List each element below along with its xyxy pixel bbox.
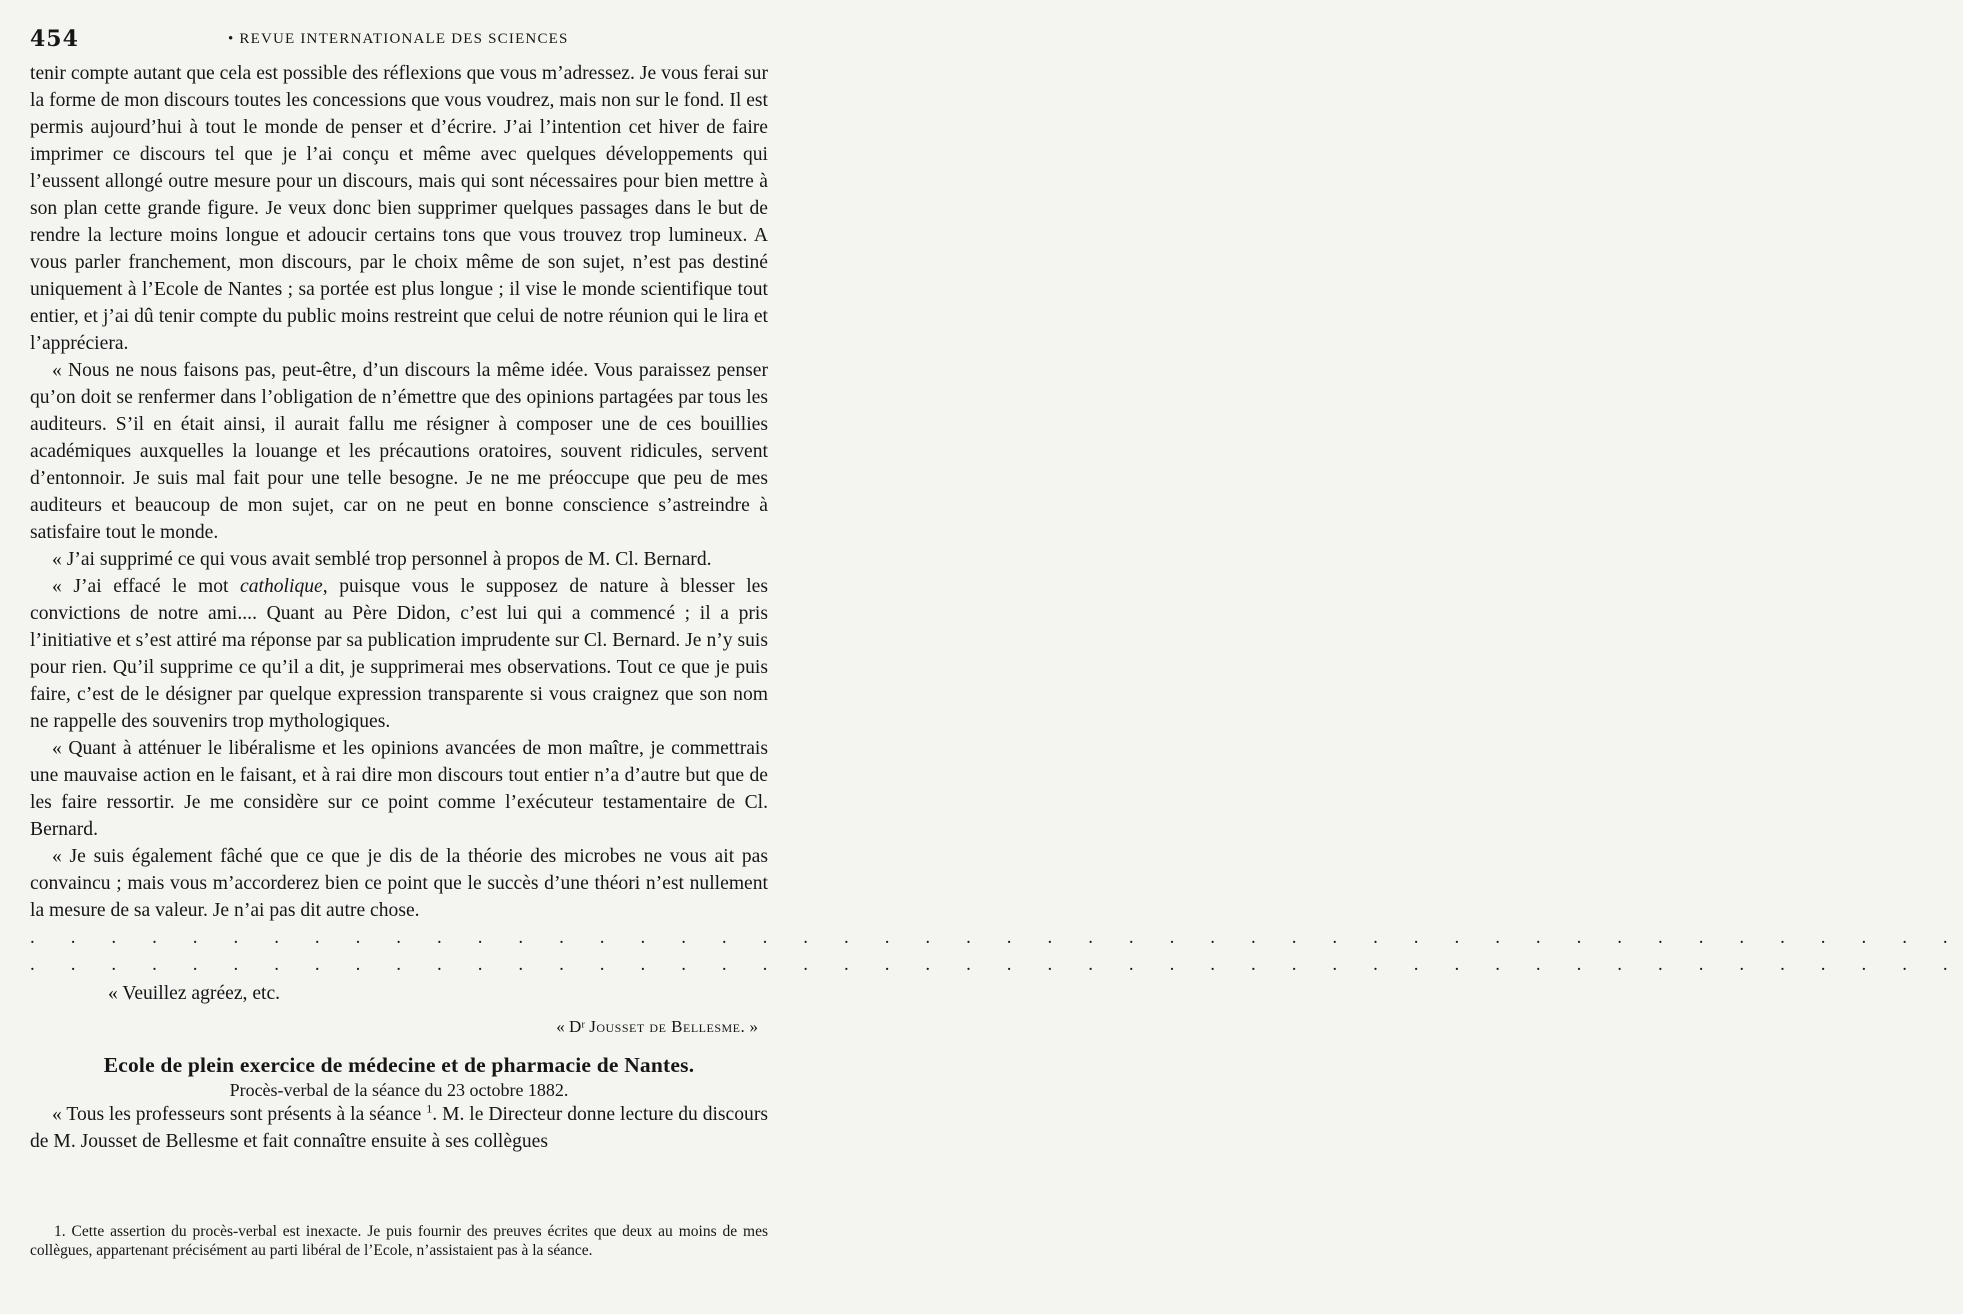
paragraph: « J’ai supprimé ce qui vous avait semblé trop personnel à propos de M. Cl. Bernard. bbox=[52, 549, 712, 570]
paragraph: « Je suis également fâché que ce que je dis de la théorie des microbes ne vous ait pas convaincu ; mais vous m’accorderez bien ce point que le succès d’une théori n’est nullement la mesure de sa valeur. Je n’ai pas dit autre chose. bbox=[30, 846, 768, 921]
text-run: « J’ai effacé le mot bbox=[52, 576, 241, 597]
ellipsis-row: . . . . . . . . . . . . . . . . . . . . . . . . . . . . . . . . . . . . . . . . . . . . . . . . bbox=[30, 954, 1963, 975]
letter-closing: « Veuillez agréez, etc. bbox=[108, 983, 281, 1004]
footnote-number: 1. bbox=[54, 1223, 66, 1240]
signature-suffix: » bbox=[745, 1017, 758, 1036]
text-run: . M. le Directeur donne lecture du discours de M. Jousset de Bellesme et fait connaître ensuite à ses collègues bbox=[30, 1104, 768, 1152]
text-run: « Tous les professeurs sont présents à la séance bbox=[52, 1104, 427, 1125]
ellipsis-row: . . . . . . . . . . . . . . . . . . . . . . . . . . . . . . . . . . . . . . . . . . . . . . . . bbox=[30, 927, 1963, 948]
body-text bbox=[30, 60, 1963, 1155]
paragraph-catholique bbox=[30, 573, 768, 735]
running-head: • REVUE INTERNATIONALE DES SCIENCES bbox=[228, 31, 569, 47]
signature-prefix: « Dʳ bbox=[556, 1017, 590, 1036]
section-title: Ecole de plein exercice de médecine et de pharmacie de Nantes. bbox=[103, 1053, 695, 1077]
page-number: 454 bbox=[30, 26, 79, 52]
signature bbox=[30, 1013, 768, 1040]
footnote bbox=[30, 1222, 768, 1260]
section-subtitle: Procès-verbal de la séance du 23 octobre 1882. bbox=[229, 1080, 569, 1100]
page-header bbox=[30, 26, 775, 54]
footnote-text: Cette assertion du procès-verbal est inexacte. Je puis fournir des preuves écrites que deux au moins de mes collègues, appartenant précisément au parti libéral de l’Ecole, n’assistaient pas à la séance. bbox=[30, 1223, 768, 1259]
emphasis-word: catholique bbox=[240, 576, 323, 597]
paragraph: tenir compte autant que cela est possible des réflexions que vous m’adressez. Je vous ferai sur la forme de mon discours toutes les concessions que vous voudrez, mais non sur le fond. Il est permis aujourd’hui à tout le monde de penser et d’écrire. J’ai l’intention cet hiver de faire imprimer ce discours tel que je l’ai conçu et même avec quelques développements qui l’eussent allongé outre mesure pour un discours, mais qui sont nécessaires pour bien mettre à son plan cette grande figure. Je veux donc bien supprimer quelques passages dans le but de rendre la lecture moins longue et adoucir certains tons que vous trouvez trop lumineux. A vous parler franchement, mon discours, par le choix même de son sujet, n’est pas destiné uniquement à l’Ecole de Nantes ; sa portée est plus longue ; il vise le monde scientifique tout entier, et j’ai dû tenir compte du public moins restreint que celui de notre réunion qui le lira et l’appréciera. bbox=[30, 63, 768, 354]
signature-name: Jousset de Bellesme. bbox=[589, 1017, 746, 1036]
proces-verbal-paragraph bbox=[30, 1101, 768, 1155]
text-run: , puisque vous le supposez de nature à blesser les convictions de notre ami.... Quant au Père Didon, c’est lui qui a commencé ; il a pris l’initiative et s’est attiré ma réponse par sa publication imprudente sur Cl. Bernard. Je n’y suis pour rien. Qu’il supprime ce qu’il a dit, je supprimerai mes observations. Tout ce que je puis faire, c’est de le désigner par quelque expression transparente si vous craignez que son nom ne rappelle des souvenirs trop mythologiques. bbox=[30, 576, 769, 732]
paragraph: « Nous ne nous faisons pas, peut-être, d’un discours la même idée. Vous paraissez penser qu’on doit se renfermer dans l’obligation de n’émettre que des opinions partagées par tous les auditeurs. S’il en était ainsi, il aurait fallu me résigner à composer une de ces bouillies académiques auxquelles la louange et les précautions oratoires, souvent ridicules, servent d’entonnoir. Je suis mal fait pour une telle besogne. Je ne me préoccupe que peu de mes auditeurs et beaucoup de mon sujet, car on ne peut en bonne conscience s’astreindre à satisfaire tout le monde. bbox=[30, 360, 768, 543]
footnote-reference[interactable]: 1 bbox=[426, 1101, 433, 1116]
paragraph: « Quant à atténuer le libéralisme et les opinions avancées de mon maître, je commettrais une mauvaise action en le faisant, et à rai dire mon discours tout entier n’a d’autre but que de les faire ressortir. Je me considère sur ce point comme l’exécuteur testamentaire de Cl. Bernard. bbox=[30, 738, 768, 840]
